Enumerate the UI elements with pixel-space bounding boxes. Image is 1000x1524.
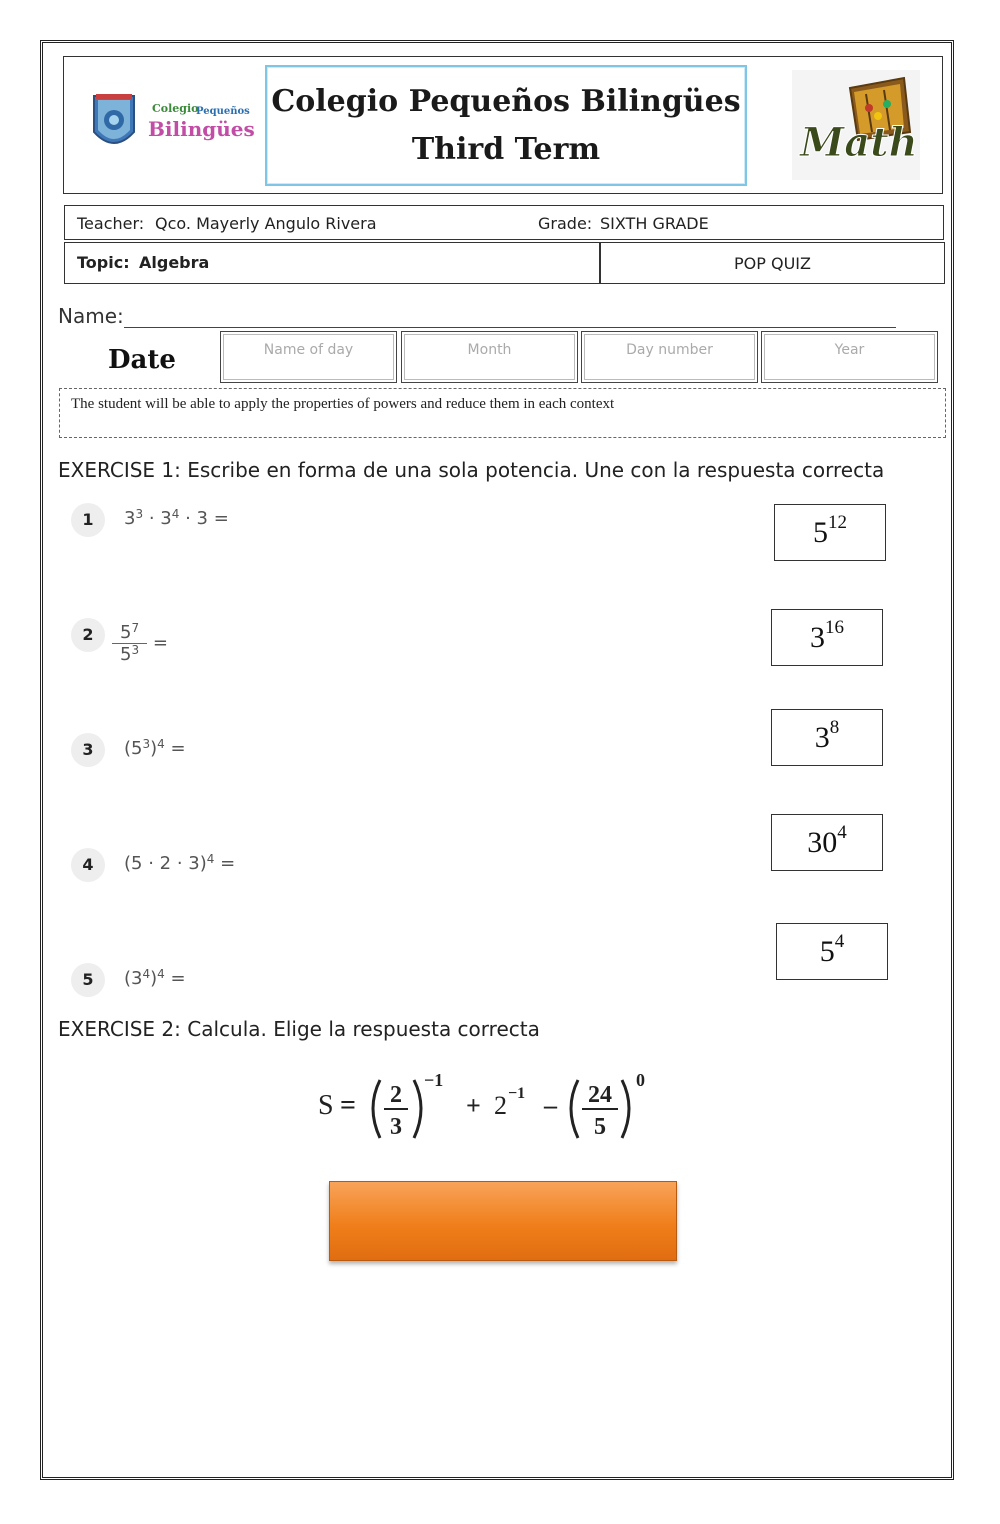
formula-exp1: −1 — [424, 1070, 444, 1090]
formula-frac2-den: 5 — [594, 1114, 606, 1140]
date-title: Date — [108, 345, 176, 375]
exercise2-formula — [318, 1066, 678, 1146]
answer-box-2[interactable] — [771, 609, 883, 666]
answer-box-5[interactable] — [776, 923, 888, 980]
answer-2-base: 3 — [810, 621, 825, 654]
name-label: Name: — [58, 304, 124, 328]
logo-text-mid: Pequeños — [196, 106, 250, 117]
question-2-expression[interactable]: $\frac{5^7}{5^3}$ = — [112, 622, 168, 665]
formula-frac1-den: 3 — [390, 1114, 402, 1140]
question-number-1: 1 — [71, 503, 105, 537]
exercise2-title: EXERCISE 2: Calcula. Elige la respuesta correcta — [58, 1017, 540, 1041]
formula-exp2: 0 — [636, 1070, 645, 1090]
answer-3-exponent: 8 — [829, 717, 840, 738]
formula-term2-base: 2 — [494, 1091, 507, 1120]
answer-box-4[interactable] — [771, 814, 883, 871]
math-logo — [792, 70, 920, 180]
logo-text-top: Colegio — [152, 102, 199, 115]
answer-dropdown-button[interactable] — [329, 1181, 677, 1261]
answer-5-base: 5 — [819, 935, 835, 968]
answer-4-exponent: 4 — [837, 822, 847, 843]
answer-5-exponent: 4 — [834, 931, 845, 952]
term-title: Third Term — [411, 131, 601, 167]
math-logo-text: Math — [800, 119, 918, 166]
logo-text-bottom: Bilingües — [148, 117, 255, 141]
formula-frac2-num: 24 — [588, 1082, 612, 1108]
teacher-value: Qco. Mayerly Angulo Rivera — [155, 214, 377, 233]
question-number-4: 4 — [71, 848, 105, 882]
date-day-number-field[interactable]: Day number — [581, 331, 758, 383]
title-box — [265, 65, 747, 186]
formula-term2-exp: −1 — [508, 1085, 526, 1102]
answer-box-1[interactable] — [774, 504, 886, 561]
formula-frac1-num: 2 — [390, 1082, 402, 1108]
question-number-5: 5 — [71, 963, 105, 997]
answer-1-exponent: 12 — [828, 512, 847, 533]
answer-1-base: 5 — [813, 516, 828, 549]
school-title: Colegio Pequeños Bilingües — [271, 83, 741, 119]
quiz-row — [600, 242, 945, 284]
topic-label: Topic: — [77, 253, 130, 272]
grade-label: Grade: — [538, 214, 593, 233]
answer-2-exponent: 16 — [825, 617, 844, 638]
date-year-field[interactable]: Year — [761, 331, 938, 383]
question-3-expression[interactable]: $(5^3)^4$ = — [124, 737, 186, 759]
svg-text:=: = — [340, 1090, 356, 1121]
teacher-label: Teacher: — [77, 214, 145, 233]
svg-text:+: + — [466, 1091, 481, 1120]
answer-box-3[interactable] — [771, 709, 883, 766]
svg-text:–: – — [544, 1091, 557, 1120]
topic-row — [64, 242, 600, 284]
quiz-label: POP QUIZ — [734, 253, 811, 273]
formula-lhs: S — [318, 1090, 334, 1121]
exercise1-title: EXERCISE 1: Escribe en forma de una sola potencia. Une con la respuesta correcta — [58, 458, 885, 482]
objective-box: The student will be able to apply the properties of powers and reduce them in each context — [59, 388, 946, 438]
question-number-2: 2 — [71, 618, 105, 652]
answer-3-base: 3 — [814, 721, 830, 754]
date-month-field[interactable]: Month — [401, 331, 578, 383]
teacher-row — [64, 205, 944, 240]
name-input-line[interactable] — [124, 327, 896, 328]
question-4-expression[interactable]: $(5 \cdot 2 \cdot 3)^4$ = — [124, 852, 236, 874]
date-name-of-day-field[interactable]: Name of day — [220, 331, 397, 383]
school-logo — [88, 92, 256, 156]
question-5-expression[interactable]: $(3^4)^4$ = — [124, 967, 186, 989]
grade-value: SIXTH GRADE — [600, 214, 709, 233]
question-number-3: 3 — [71, 733, 105, 767]
question-1-expression[interactable]: $3^3 \cdot 3^4 \cdot 3$ = — [124, 507, 229, 529]
topic-value: Algebra — [139, 253, 210, 272]
answer-4-base: 30 — [807, 826, 838, 859]
